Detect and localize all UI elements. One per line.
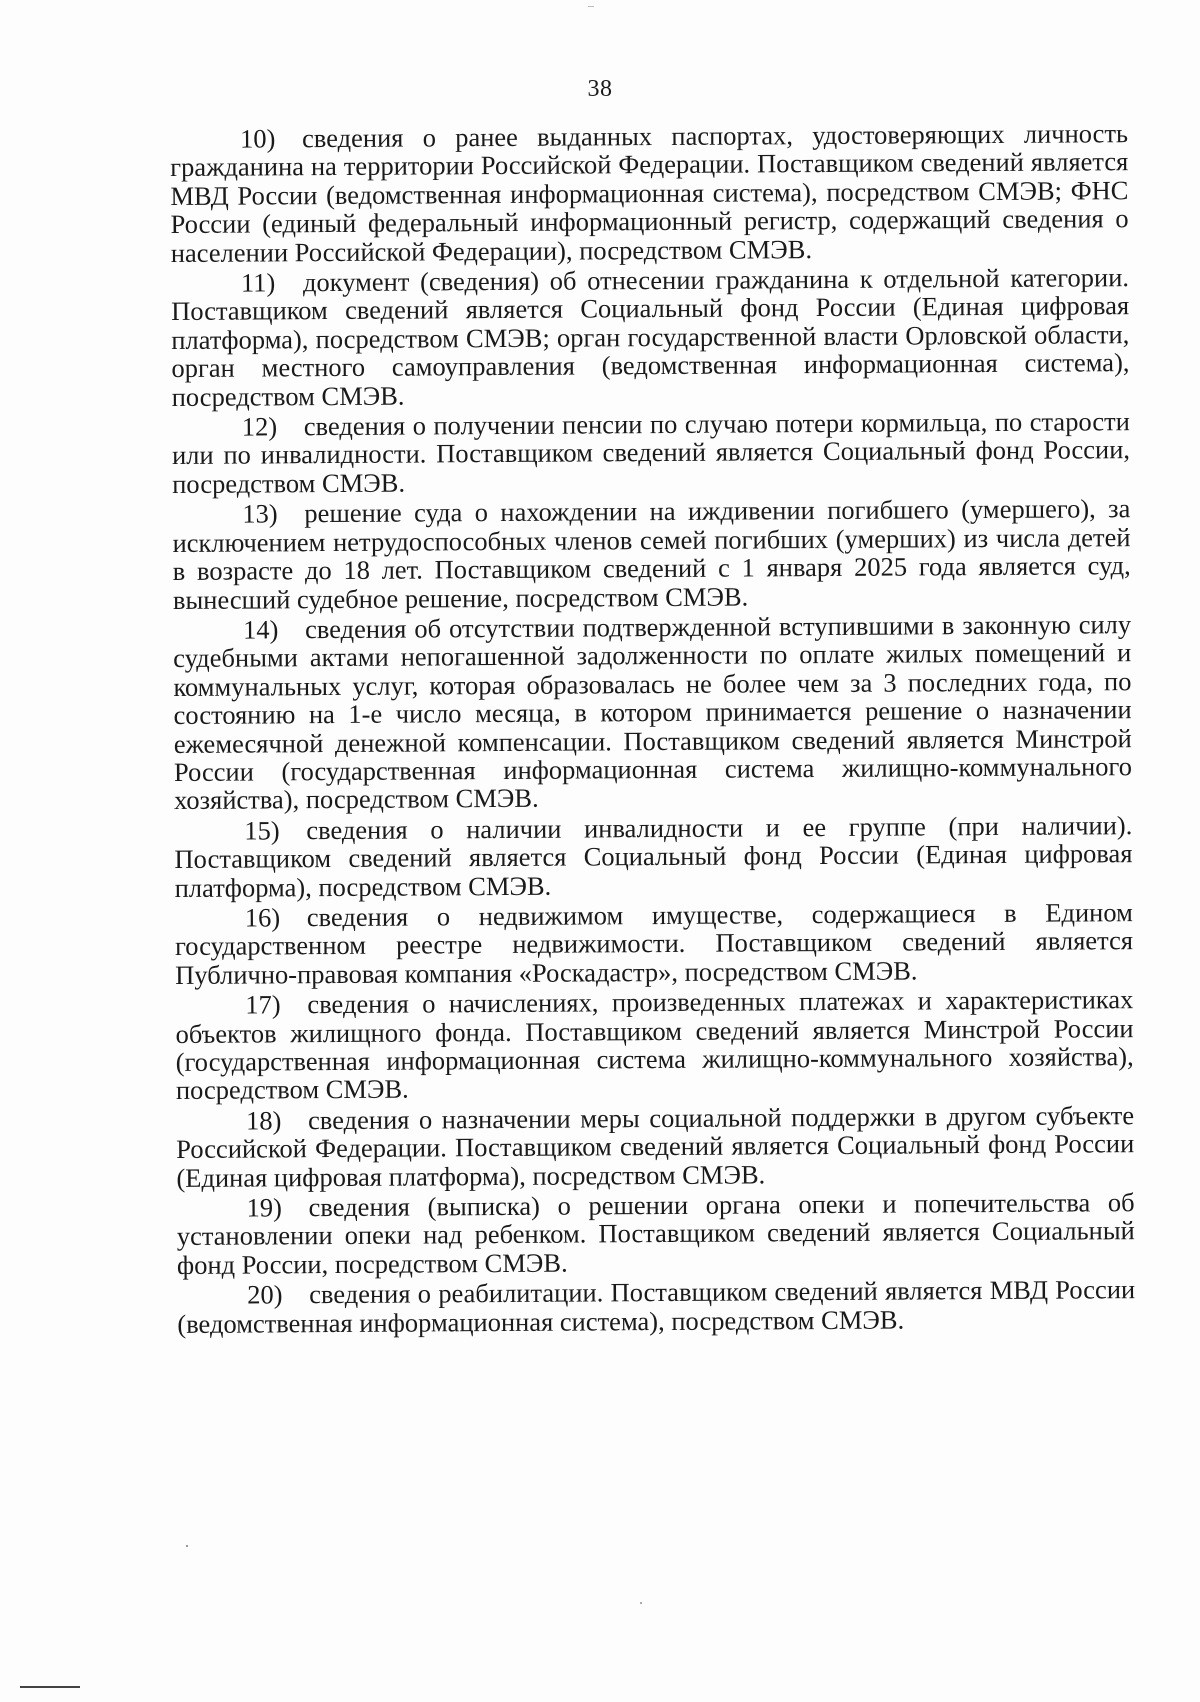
item-number: 19) bbox=[246, 1192, 283, 1223]
scan-artifact bbox=[588, 6, 594, 7]
scan-artifact bbox=[20, 1686, 80, 1688]
item-text: сведения о ранее выданных паспортах, удостоверяющих личность гражданина на территории Российской Федерации. Поставщиком сведений является МВД России (ведомственная информационная система), посредством СМЭВ; ФНС России (единый федеральный информационный регистр, содержащий сведения о населении Российской Федерации), посредством СМЭВ. bbox=[170, 118, 1129, 268]
item-number: 10) bbox=[239, 123, 276, 154]
page-number: 38 bbox=[587, 76, 613, 102]
item-text: сведения о начислениях, произведенных платежах и характеристиках объектов жилищного фонда. Поставщиком сведений является Минстрой России (государственная информационная система жилищно-коммунального хозяйства), посредством СМЭВ. bbox=[175, 984, 1134, 1106]
item-number: 20) bbox=[247, 1279, 283, 1310]
item-number: 13) bbox=[242, 498, 278, 529]
list-item bbox=[176, 1101, 1135, 1192]
list-item bbox=[175, 898, 1134, 989]
item-number: 12) bbox=[241, 411, 278, 442]
item-number: 14) bbox=[242, 614, 279, 645]
item-number: 11) bbox=[240, 267, 276, 298]
list-item bbox=[170, 119, 1129, 267]
item-text: сведения о назначении меры социальной поддержки в другом субъекте Российской Федерации. Поставщиком сведений является Социальный фонд России (Единая цифровая платформа), посредством СМЭВ. bbox=[176, 1099, 1135, 1193]
list-item bbox=[172, 494, 1131, 613]
list-item bbox=[177, 1275, 1135, 1338]
list-item bbox=[174, 811, 1133, 902]
item-text: документ (сведения) об отнесении гражданина к отдельной категории. Поставщиком сведений является Социальный фонд России (Единая цифровая платформа), посредством СМЭВ; орган государственной власти Орловской области, орган местного самоуправления (ведомственная информационная система), посредством СМЭВ. bbox=[171, 262, 1130, 412]
scan-artifact bbox=[640, 1602, 642, 1604]
document-body bbox=[170, 119, 1135, 1338]
scan-artifact bbox=[186, 1545, 188, 1547]
item-text: сведения об отсутствии подтвержденной вступившими в законную силу судебными актами непогашенной задолженности по оплате жилых помещений и коммунальных услуг, которая образовалась не более чем за 3 последних года, по состоянию на 1-е число месяца, в котором принимается решение о назначении ежемесячной денежной компенсации. Поставщиком сведений является Минстрой России (государственная информационная система жилищно-коммунального хозяйства), посредством СМЭВ. bbox=[173, 609, 1133, 816]
item-text: решение суда о нахождении на иждивении погибшего (умершего), за исключением нетрудоспособных членов семей погибших (умерших) из числа детей в возрасте до 18 лет. Поставщиком сведений с 1 января 2025 года является суд, вынесший судебное решение, посредством СМЭВ. bbox=[172, 493, 1131, 615]
item-number: 16) bbox=[244, 902, 281, 933]
item-text: сведения о недвижимом имуществе, содержащиеся в Едином государственном реестре недвижимости. Поставщиком сведений является Публично-правовая компания «Роскадастр», посредством СМЭВ. bbox=[174, 897, 1134, 990]
item-number: 17) bbox=[245, 989, 281, 1020]
list-item bbox=[173, 610, 1132, 815]
item-text: сведения (выписка) о решении органа опеки и попечительства об установлении опеки над ребенком. Поставщиком сведений является Социальный фонд России, посредством СМЭВ. bbox=[176, 1187, 1135, 1280]
item-number: 18) bbox=[245, 1105, 282, 1136]
item-text: сведения о получении пенсии по случаю потери кормильца, по старости или по инвалидности. Поставщиком сведений является Социальный фонд России, посредством СМЭВ. bbox=[171, 406, 1131, 499]
item-text: сведения о реабилитации. Поставщиком сведений является МВД России (ведомственная информационная система), посредством СМЭВ. bbox=[177, 1274, 1136, 1339]
list-item bbox=[175, 985, 1134, 1104]
list-item bbox=[177, 1188, 1136, 1279]
item-text: сведения о наличии инвалидности и ее группе (при наличии). Поставщиком сведений является Социальный фонд России (Единая цифровая платформа), посредством СМЭВ. bbox=[174, 809, 1133, 903]
item-number: 15) bbox=[244, 815, 280, 846]
list-item bbox=[172, 407, 1131, 498]
list-item bbox=[171, 263, 1130, 411]
